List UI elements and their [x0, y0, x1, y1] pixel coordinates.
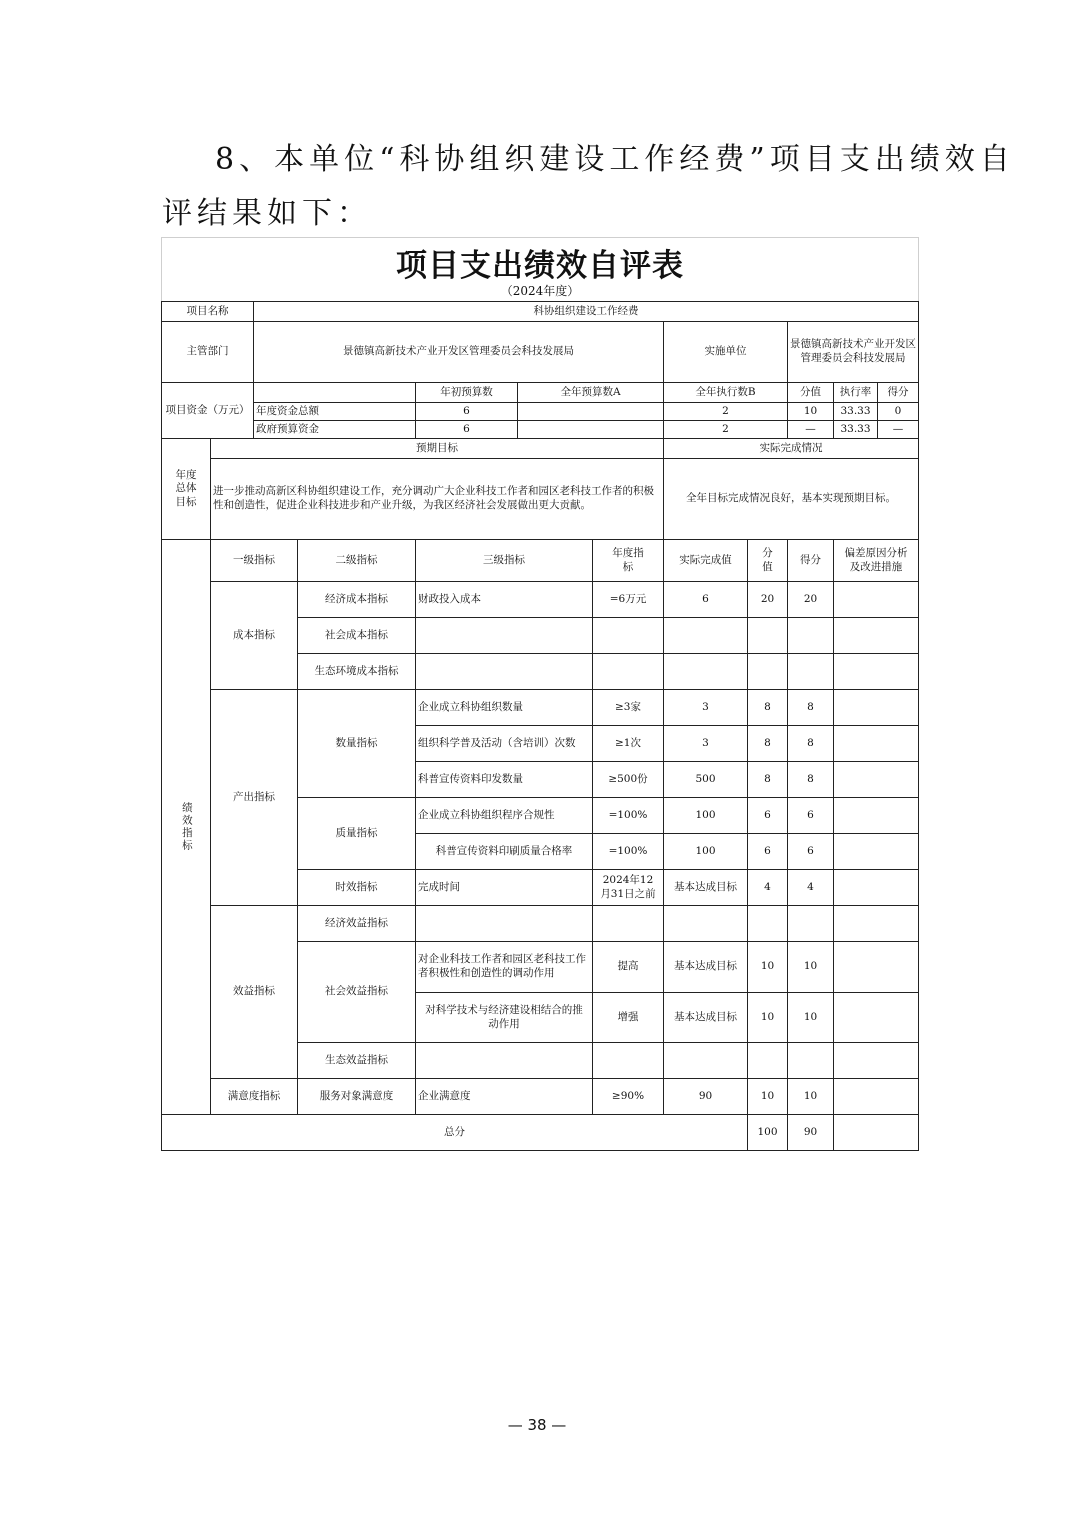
indicator-points: 10	[788, 942, 834, 993]
level2-econ-cost: 经济成本指标	[298, 582, 416, 618]
header-points: 得分	[788, 540, 834, 582]
level2-eco-benefit: 生态效益指标	[298, 1043, 416, 1079]
indicator-points	[788, 654, 834, 690]
total-label: 总分	[161, 1115, 748, 1151]
indicator-points: 6	[788, 798, 834, 834]
funds-header-blank	[254, 383, 416, 403]
header-level3: 三级指标	[416, 540, 593, 582]
indicator-reason	[834, 654, 919, 690]
goals-expected-label: 预期目标	[211, 439, 664, 459]
indicator-actual: 基本达成目标	[664, 942, 748, 993]
funds-row-points: —	[878, 421, 919, 439]
funds-row-points: 0	[878, 403, 919, 421]
indicator-name: 企业满意度	[416, 1079, 593, 1115]
indicator-target: =100%	[593, 834, 664, 870]
indicator-reason	[834, 798, 919, 834]
indicator-target	[593, 654, 664, 690]
indicator-score	[748, 906, 788, 942]
indicator-name: 企业成立科协组织数量	[416, 690, 593, 726]
indicator-name: 财政投入成本	[416, 582, 593, 618]
header-target: 年度指标	[593, 540, 664, 582]
indicator-reason	[834, 726, 919, 762]
indicator-points: 8	[788, 726, 834, 762]
indicator-reason	[834, 1079, 919, 1115]
indicator-score: 6	[748, 834, 788, 870]
funds-row-initial: 6	[416, 403, 518, 421]
indicator-actual: 90	[664, 1079, 748, 1115]
indicator-name	[416, 654, 593, 690]
indicator-score: 6	[748, 798, 788, 834]
table-title: 项目支出绩效自评表	[396, 248, 684, 284]
indicator-target	[593, 906, 664, 942]
indicator-target: ≥1次	[593, 726, 664, 762]
goals-label: 年度总体目标	[161, 439, 211, 540]
indicator-points	[788, 906, 834, 942]
total-points: 90	[788, 1115, 834, 1151]
indicator-points: 10	[788, 993, 834, 1043]
indicator-name: 对企业科技工作者和园区老科技工作者积极性和创造性的调动作用	[416, 942, 593, 993]
indicator-score: 10	[748, 942, 788, 993]
funds-header-points: 得分	[878, 383, 919, 403]
indicator-name	[416, 906, 593, 942]
funds-row-rate: 33.33	[834, 403, 878, 421]
indicator-name	[416, 1043, 593, 1079]
table-year: （2024年度）	[500, 284, 580, 298]
indicator-points: 8	[788, 690, 834, 726]
indicator-reason	[834, 870, 919, 906]
indicator-target: =6万元	[593, 582, 664, 618]
indicator-actual: 基本达成目标	[664, 870, 748, 906]
indicator-target: ≥90%	[593, 1079, 664, 1115]
funds-row-annual	[518, 403, 664, 421]
indicator-target: ≥500份	[593, 762, 664, 798]
indicator-reason	[834, 582, 919, 618]
level2-eco-cost: 生态环境成本指标	[298, 654, 416, 690]
level1-cost: 成本指标	[211, 582, 298, 690]
funds-row-initial: 6	[416, 421, 518, 439]
funds-header-annual: 全年预算数A	[518, 383, 664, 403]
impl-value: 景德镇高新技术产业开发区管理委员会科技发展局	[788, 322, 919, 383]
level1-output: 产出指标	[211, 690, 298, 906]
indicator-score	[748, 1043, 788, 1079]
level2-service-satisfaction: 服务对象满意度	[298, 1079, 416, 1115]
total-score: 100	[748, 1115, 788, 1151]
indicator-target: 增强	[593, 993, 664, 1043]
indicator-score: 4	[748, 870, 788, 906]
indicator-actual: 100	[664, 834, 748, 870]
indicator-points	[788, 1043, 834, 1079]
indicator-reason	[834, 834, 919, 870]
indicator-name: 完成时间	[416, 870, 593, 906]
level2-social-benefit: 社会效益指标	[298, 942, 416, 1043]
indicator-actual: 500	[664, 762, 748, 798]
header-reason: 偏差原因分析及改进措施	[834, 540, 919, 582]
indicator-reason	[834, 690, 919, 726]
indicator-reason	[834, 942, 919, 993]
dept-value: 景德镇高新技术产业开发区管理委员会科技发展局	[254, 322, 664, 383]
indicator-name	[416, 618, 593, 654]
level1-benefit: 效益指标	[211, 906, 298, 1079]
total-reason	[834, 1115, 919, 1151]
indicator-reason	[834, 618, 919, 654]
funds-row-score: 10	[788, 403, 834, 421]
level2-social-cost: 社会成本指标	[298, 618, 416, 654]
indicators-label-text: 绩效指标	[180, 802, 193, 852]
indicator-reason	[834, 762, 919, 798]
project-name-value: 科协组织建设工作经费	[254, 301, 919, 322]
header-level1: 一级指标	[211, 540, 298, 582]
indicator-score: 10	[748, 1079, 788, 1115]
indicator-reason	[834, 1043, 919, 1079]
intro-line-1: 8、本单位“科协组织建设工作经费”项目支出绩效自	[215, 142, 1015, 177]
indicator-target: 提高	[593, 942, 664, 993]
level1-satisfaction: 满意度指标	[211, 1079, 298, 1115]
level2-timeliness: 时效指标	[298, 870, 416, 906]
indicator-actual: 6	[664, 582, 748, 618]
funds-row-executed: 2	[664, 421, 788, 439]
indicator-actual: 基本达成目标	[664, 993, 748, 1043]
goals-actual-text: 全年目标完成情况良好，基本实现预期目标。	[664, 459, 919, 540]
header-actual: 实际完成值	[664, 540, 748, 582]
intro-line-2: 评结果如下：	[162, 196, 372, 231]
indicator-name: 对科学技术与经济建设相结合的推动作用	[416, 993, 593, 1043]
indicator-target	[593, 618, 664, 654]
indicator-name: 科普宣传资料印发数量	[416, 762, 593, 798]
header-level2: 二级指标	[298, 540, 416, 582]
indicator-target: 2024年12月31日之前	[593, 870, 664, 906]
indicator-points: 20	[788, 582, 834, 618]
funds-header-score: 分值	[788, 383, 834, 403]
funds-row-executed: 2	[664, 403, 788, 421]
indicator-score: 10	[748, 993, 788, 1043]
indicator-actual	[664, 654, 748, 690]
funds-header-initial: 年初预算数	[416, 383, 518, 403]
indicator-name: 企业成立科协组织程序合规性	[416, 798, 593, 834]
indicator-score: 20	[748, 582, 788, 618]
indicator-reason	[834, 906, 919, 942]
indicator-score	[748, 654, 788, 690]
funds-row-score: —	[788, 421, 834, 439]
indicator-points: 10	[788, 1079, 834, 1115]
indicator-actual	[664, 618, 748, 654]
indicator-points: 4	[788, 870, 834, 906]
funds-header-rate: 执行率	[834, 383, 878, 403]
funds-header-executed: 全年执行数B	[664, 383, 788, 403]
indicator-actual: 3	[664, 726, 748, 762]
indicator-target: ≥3家	[593, 690, 664, 726]
funds-row-rate: 33.33	[834, 421, 878, 439]
dept-label: 主管部门	[161, 322, 254, 383]
level2-quantity: 数量指标	[298, 690, 416, 798]
indicator-points: 6	[788, 834, 834, 870]
header-score: 分值	[748, 540, 788, 582]
funds-row-label: 年度资金总额	[254, 403, 416, 421]
indicator-name: 组织科学普及活动（含培训）次数	[416, 726, 593, 762]
indicator-actual	[664, 906, 748, 942]
impl-label: 实施单位	[664, 322, 788, 383]
funds-row-label: 政府预算资金	[254, 421, 416, 439]
indicator-actual	[664, 1043, 748, 1079]
level2-quality: 质量指标	[298, 798, 416, 870]
indicator-score	[748, 618, 788, 654]
indicators-label	[161, 540, 211, 1115]
indicator-target	[593, 1043, 664, 1079]
funds-row-annual	[518, 421, 664, 439]
project-name-label: 项目名称	[161, 301, 254, 322]
indicator-score: 8	[748, 726, 788, 762]
indicator-target: =100%	[593, 798, 664, 834]
goals-expected-text: 进一步推动高新区科协组织建设工作，充分调动广大企业科技工作者和园区老科技工作者的积极性和创造性，促进企业科技进步和产业升级，为我区经济社会发展做出更大贡献。	[211, 459, 664, 540]
indicator-name: 科普宣传资料印刷质量合格率	[416, 834, 593, 870]
indicator-points	[788, 618, 834, 654]
indicator-score: 8	[748, 690, 788, 726]
page-number: — 38 —	[507, 1416, 567, 1434]
indicator-actual: 100	[664, 798, 748, 834]
level2-econ-benefit: 经济效益指标	[298, 906, 416, 942]
indicator-reason	[834, 993, 919, 1043]
funds-label: 项目资金（万元）	[161, 383, 254, 439]
indicator-points: 8	[788, 762, 834, 798]
goals-actual-label: 实际完成情况	[664, 439, 919, 459]
indicator-score: 8	[748, 762, 788, 798]
indicator-actual: 3	[664, 690, 748, 726]
